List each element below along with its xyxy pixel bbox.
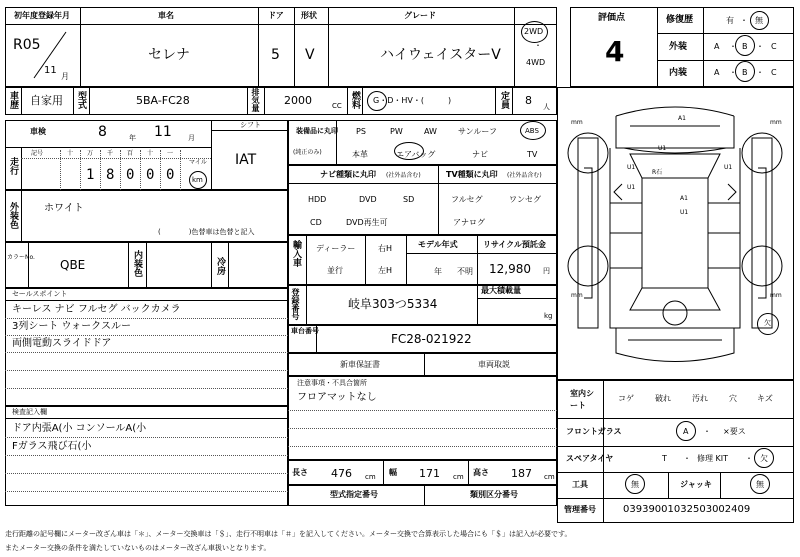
reg-year-label: 初年度登録年月 xyxy=(14,11,70,20)
spare-label: スペアタイヤ xyxy=(566,454,614,463)
equip-pw: PW xyxy=(390,127,403,136)
reg-label: 登録番号 xyxy=(291,288,300,320)
mark-a1-roof: A1 xyxy=(680,195,688,202)
inspection-year: 8 xyxy=(98,124,107,140)
glass-label: フロントガラス xyxy=(566,427,622,436)
warranty-block xyxy=(288,353,557,376)
drive-4wd: 4WD xyxy=(526,58,546,67)
length-value: 476 xyxy=(331,467,352,480)
model-value: 5BA-FC28 xyxy=(136,94,190,107)
navi-dvd-play: DVD再生可 xyxy=(346,218,388,227)
glass-a: A xyxy=(683,427,689,436)
spare-kit: 修理 KIT xyxy=(697,454,729,463)
mark-a1-front: A1 xyxy=(678,115,686,122)
int-c: C xyxy=(771,68,777,77)
int-a: A xyxy=(714,68,720,77)
height-label: 高さ xyxy=(473,468,489,477)
reg-value: 岐阜303つ5334 xyxy=(348,297,438,311)
inspection-month-unit: 月 xyxy=(188,134,195,142)
recycle-value: 12,980 xyxy=(489,262,531,276)
model-year-unit: 年 xyxy=(434,267,442,276)
recycle-label: リサイクル預託金 xyxy=(483,240,546,249)
tool-value: 無 xyxy=(631,480,639,489)
navi-dvd: DVD xyxy=(359,195,377,204)
code-value: QBE xyxy=(60,258,86,272)
int-b: B xyxy=(742,68,748,77)
month-value: 11 xyxy=(44,65,57,76)
ext-b: B xyxy=(742,42,748,51)
km-label: km xyxy=(192,176,203,184)
int-sep2: ・ xyxy=(756,68,764,77)
seat-koge: コゲ xyxy=(618,394,634,403)
repair-label: 修復歴 xyxy=(666,15,694,25)
exterior-label: 外装 xyxy=(669,42,688,52)
capacity-unit: 人 xyxy=(543,103,550,111)
fuel-options: G・D・HV・( ) xyxy=(373,96,452,105)
grade-value: ハイウェイスターV xyxy=(380,47,501,63)
load-label: 最大積載量 xyxy=(481,286,521,295)
ac-label: 冷房 xyxy=(215,257,225,275)
footer-line-2: またメーター交換の条件を満たしていないものはメーター改ざん車扱いとなります。 xyxy=(5,544,271,552)
cc-unit: CC xyxy=(332,102,342,110)
length-label: 長さ xyxy=(292,468,308,477)
mark-u1-d: U1 xyxy=(627,184,636,191)
notes-block xyxy=(288,376,557,460)
footer-line-1: 走行距離の記号欄にメーター改ざん車は「＊」、メーター交換車は「＄」、走行不明車は「＃」を記入してください。メーター交換で合算表示した場合にも「＄」は記入が必要です。 xyxy=(5,530,572,538)
sales-line-3: 両側電動スライドドア xyxy=(12,338,112,349)
unit-juu: 十 xyxy=(147,150,154,157)
score-label: 評価点 xyxy=(598,13,626,23)
jack-label: ジャッキ xyxy=(680,480,712,489)
mileage-label: 走行 xyxy=(8,157,18,175)
equip-ps: PS xyxy=(356,127,366,136)
sales-line-1: キーレス ナビ フルセグ バックカメラ xyxy=(12,304,181,315)
equip-leather: 本革 xyxy=(352,150,368,159)
handle-parallel: 並行 xyxy=(327,266,343,275)
mileage-digit-2: 8 xyxy=(106,167,115,183)
shape-label: 形状 xyxy=(301,11,317,20)
mgmt-label: 管理番号 xyxy=(564,505,596,514)
repair-no: 無 xyxy=(755,16,763,25)
chassis-value: FC28-021922 xyxy=(391,332,472,346)
color-note: ( )色替車は色替と記入 xyxy=(158,228,255,236)
navi-hdd: HDD xyxy=(308,195,327,204)
model-year-unknown: 不明 xyxy=(457,267,473,276)
int-sep1: ・ xyxy=(729,68,737,77)
mark-u1-b: U1 xyxy=(627,164,636,171)
unit-ichi: 一 xyxy=(167,150,174,157)
shift-label: シフト xyxy=(240,121,261,129)
seat-yogore: 汚れ xyxy=(692,394,708,403)
width-value: 171 xyxy=(419,467,440,480)
model-label: 型式 xyxy=(76,91,86,109)
equip-note: (純正のみ) xyxy=(293,149,322,156)
seat-ana: 穴 xyxy=(729,394,737,403)
code-label: カラーNo. xyxy=(7,254,35,261)
tv-label: TV種類に丸印 xyxy=(446,170,498,179)
drive-dot: ・ xyxy=(534,41,542,50)
mark-u1-c: U1 xyxy=(724,164,733,171)
mgmt-value: 03939001032503002409 xyxy=(623,504,751,515)
load-unit: kg xyxy=(544,312,553,320)
mileage-sign: 記号 xyxy=(31,150,44,157)
seat-label: 室内シート xyxy=(570,389,594,410)
width-unit: cm xyxy=(453,473,464,481)
shape-value: V xyxy=(305,47,315,63)
tv-note: (社外品含む) xyxy=(507,172,542,179)
sales-label: セールスポイント xyxy=(12,290,68,298)
equip-navi: ナビ xyxy=(472,150,488,159)
spare-sep1: ・ xyxy=(683,454,691,463)
ext-c: C xyxy=(771,42,777,51)
handle-left: 左H xyxy=(378,266,393,275)
usage-label: 車歴 xyxy=(8,91,18,109)
jack-value: 無 xyxy=(756,480,764,489)
equip-aw: AW xyxy=(424,127,437,136)
interior-label: 内装 xyxy=(669,68,688,78)
usage-value: 自家用 xyxy=(30,94,63,107)
seat-yabure: 破れ xyxy=(655,394,671,403)
handle-right: 右H xyxy=(378,244,393,253)
navi-note: (社外品含む) xyxy=(386,172,421,179)
mm-2: mm xyxy=(770,119,782,126)
manual-label: 車両取説 xyxy=(478,360,510,369)
ext-sep2: ・ xyxy=(756,42,764,51)
mark-u1-roof: U1 xyxy=(680,209,689,216)
ext-a: A xyxy=(714,42,720,51)
ketsu-mark: 欠 xyxy=(764,319,771,327)
repair-sep: ・ xyxy=(740,16,748,25)
tool-label: 工具 xyxy=(572,480,588,489)
seat-kizu: キズ xyxy=(757,394,773,403)
spare-t: T xyxy=(662,454,667,463)
import-label: 輸入車 xyxy=(291,240,301,267)
mark-u1-a: U1 xyxy=(658,145,667,152)
height-value: 187 xyxy=(511,467,532,480)
score-value: 4 xyxy=(605,35,625,68)
mileage-digit-5: 0 xyxy=(166,167,175,183)
month-unit: 月 xyxy=(61,72,69,81)
spare-sep2: ・ xyxy=(745,454,753,463)
mileage-digit-4: 0 xyxy=(146,167,155,183)
chassis-label: 車台番号 xyxy=(291,327,319,335)
capacity-label: 定員 xyxy=(499,91,509,109)
color-value: ホワイト xyxy=(44,203,84,214)
handle-dealer: ディーラー xyxy=(316,244,356,253)
drive-2wd: 2WD xyxy=(524,27,544,36)
length-unit: cm xyxy=(365,473,376,481)
mile-label: マイル xyxy=(189,159,207,166)
mm-3: mm xyxy=(571,292,583,299)
notes-value: フロアマットなし xyxy=(297,392,377,403)
car-name-label: 車名 xyxy=(158,11,174,20)
width-label: 幅 xyxy=(389,468,397,477)
doors-label: ドア xyxy=(268,11,284,20)
disp-value: 2000 xyxy=(284,94,312,107)
navi-cd: CD xyxy=(310,218,322,227)
tv-analog: アナログ xyxy=(453,218,485,227)
doors-value: 5 xyxy=(271,47,280,63)
mileage-digit-3: 0 xyxy=(126,167,135,183)
notes-label: 注意事項・不具合箇所 xyxy=(297,379,367,387)
unit-man: 万 xyxy=(87,150,94,157)
equip-tv: TV xyxy=(527,150,538,159)
fuel-label: 燃料 xyxy=(350,91,360,109)
mark-stone: R石 xyxy=(652,169,663,176)
recycle-unit: 円 xyxy=(543,267,550,275)
class-num-label: 類別区分番号 xyxy=(470,490,518,499)
ext-sep1: ・ xyxy=(729,42,737,51)
tv-fullseg: フルセグ xyxy=(451,195,483,204)
glass-sep: ・ xyxy=(703,427,711,436)
warranty-label: 新車保証書 xyxy=(340,360,380,369)
car-diagram-svg xyxy=(558,88,793,379)
glass-replace: ×要ス xyxy=(723,427,746,436)
mm-1: mm xyxy=(571,119,583,126)
capacity-value: 8 xyxy=(525,94,532,107)
repair-yes: 有 xyxy=(726,16,734,25)
sales-line-2: 3列シート ウォークスルー xyxy=(12,321,132,332)
shift-value: IAT xyxy=(235,152,257,168)
mm-4: mm xyxy=(770,292,782,299)
model-year-label: モデル年式 xyxy=(418,240,458,249)
inspection-year-unit: 年 xyxy=(129,134,136,142)
spare-ketsu: 欠 xyxy=(760,454,768,463)
equip-label: 装備品に丸印 xyxy=(296,127,338,135)
int-color-label: 内装色 xyxy=(132,250,142,277)
tv-oneseg: ワンセグ xyxy=(509,195,541,204)
inspector-line-1: ドア内張A(小 コンソールA(小 xyxy=(12,423,147,434)
unit-sen: 千 xyxy=(107,150,114,157)
unit-hyaku: 百 xyxy=(127,150,134,157)
grade-label: グレード xyxy=(404,11,436,20)
navi-sd: SD xyxy=(403,195,415,204)
equip-airbag: エアバッグ xyxy=(396,150,436,159)
navi-label: ナビ種類に丸印 xyxy=(320,170,376,179)
inspector-line-2: Fガラス飛び石(小 xyxy=(12,441,92,452)
height-unit: cm xyxy=(544,473,555,481)
car-name-value: セレナ xyxy=(148,47,190,63)
era-value: R05 xyxy=(13,37,41,53)
inspection-month: 11 xyxy=(154,124,172,140)
disp-label: 排気量 xyxy=(251,88,260,112)
inspection-label: 車検 xyxy=(30,127,46,136)
row2-block xyxy=(5,87,557,115)
equip-sunroof: サンルーフ xyxy=(458,127,497,136)
equip-abs: ABS xyxy=(525,127,539,135)
inspector-label: 検査記入欄 xyxy=(12,408,47,416)
color-label: 外装色 xyxy=(8,202,18,229)
unit-10man: 十 xyxy=(67,150,74,157)
type-num-label: 型式指定番号 xyxy=(330,490,378,499)
mileage-digit-1: 1 xyxy=(86,167,95,183)
